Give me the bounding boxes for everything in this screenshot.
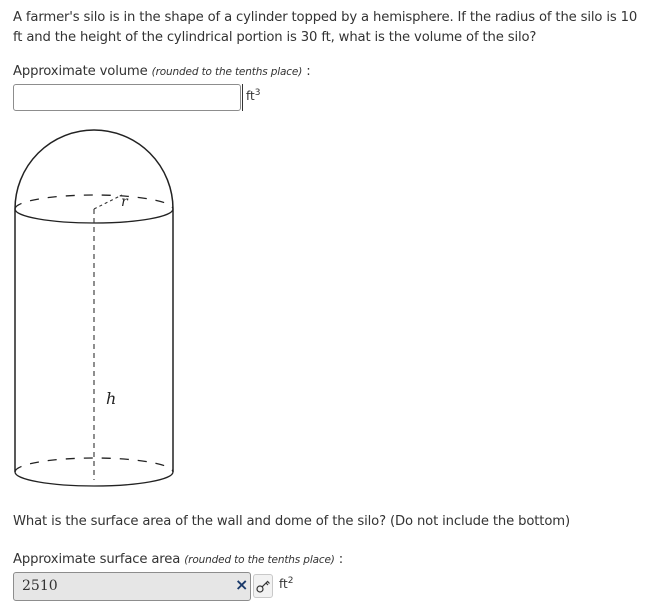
question-1-text: A farmer's silo is in the shape of a cylinder topped by a hemisphere. If the radius of the silo is 10 ft and the height of the cylindrical portion is 30 ft, what is the volume of the silo? bbox=[13, 10, 638, 45]
volume-unit-text: ft bbox=[246, 89, 255, 103]
surface-unit-exponent: 2 bbox=[287, 576, 294, 586]
surface-label-colon: : bbox=[338, 552, 344, 567]
surface-hint: (rounded to the tenths place) bbox=[184, 554, 335, 566]
top-ellipse-back bbox=[15, 195, 173, 209]
volume-unit-exponent: 3 bbox=[254, 88, 261, 98]
volume-answer-label bbox=[13, 64, 311, 79]
volume-label-colon: : bbox=[306, 64, 311, 79]
surface-label-text: Approximate surface area bbox=[13, 552, 181, 567]
silo-dome bbox=[15, 130, 173, 209]
key-icon-glyph bbox=[254, 575, 272, 597]
height-label: h bbox=[106, 389, 117, 408]
surface-unit-text: ft bbox=[279, 577, 288, 591]
surface-area-unit bbox=[279, 576, 293, 591]
silo-figure bbox=[0, 120, 200, 510]
incorrect-x-icon: × bbox=[235, 575, 249, 594]
surface-area-answer-label bbox=[13, 552, 343, 567]
input-cursor-divider bbox=[242, 84, 243, 111]
question-2-text: What is the surface area of the wall and dome of the silo? (Do not include the bottom) bbox=[13, 514, 570, 529]
radius-label: r bbox=[121, 194, 128, 210]
volume-hint: (rounded to the tenths place) bbox=[151, 66, 303, 78]
key-icon[interactable] bbox=[253, 574, 273, 598]
volume-answer-input[interactable] bbox=[13, 84, 241, 111]
radius-line bbox=[94, 195, 122, 209]
volume-unit bbox=[246, 88, 260, 103]
surface-area-answer-input[interactable]: 2510 bbox=[13, 572, 251, 601]
volume-label-text: Approximate volume bbox=[13, 64, 148, 79]
